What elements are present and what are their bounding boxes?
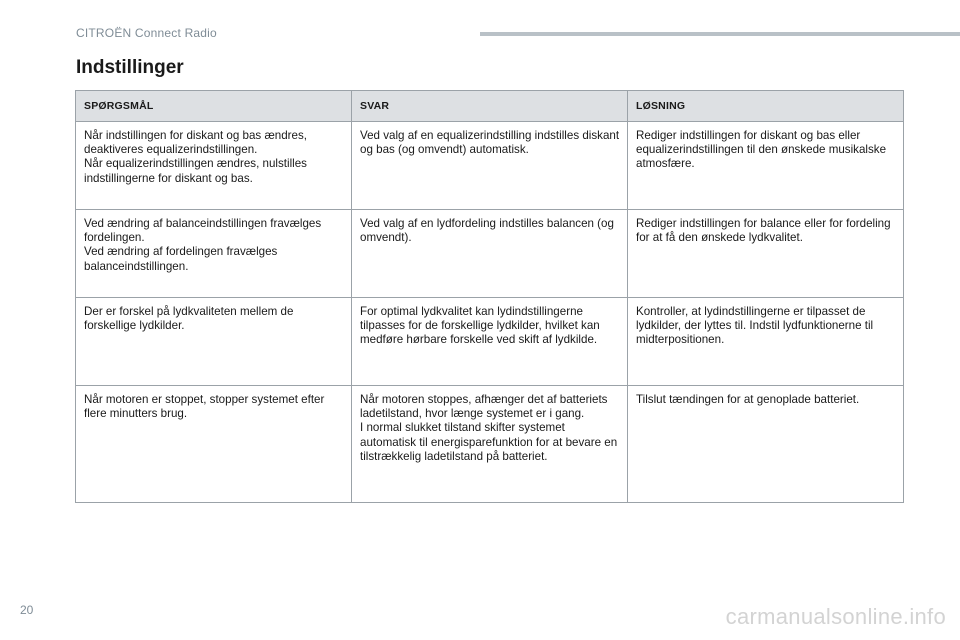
table-row bbox=[76, 122, 904, 210]
column-header-solution: LØSNING bbox=[628, 91, 904, 122]
answer-cell: For optimal lydkvalitet kan lydindstillingerne tilpasses for de forskellige lydkilder, hvilket kan medføre hørbare forskelle ved skift af lydkilde. bbox=[352, 298, 628, 386]
answer-cell: Ved valg af en equalizerindstilling indstilles diskant og bas (og omvendt) automatisk. bbox=[352, 122, 628, 210]
table-header-row bbox=[76, 91, 904, 122]
header-rule bbox=[480, 32, 960, 36]
solution-cell: Kontroller, at lydindstillingerne er tilpasset de lydkilder, der lyttes til. Indstil lydfunktionerne til midterpositionen. bbox=[628, 298, 904, 386]
table-row bbox=[76, 210, 904, 298]
answer-cell: Ved valg af en lydfordeling indstilles balancen (og omvendt). bbox=[352, 210, 628, 298]
table-row bbox=[76, 386, 904, 503]
header-title: CITROËN Connect Radio bbox=[76, 26, 217, 40]
solution-cell: Tilslut tændingen for at genoplade batteriet. bbox=[628, 386, 904, 503]
table-row bbox=[76, 298, 904, 386]
column-header-question: SPØRGSMÅL bbox=[76, 91, 352, 122]
page-number: 20 bbox=[20, 603, 34, 617]
question-cell: Der er forskel på lydkvaliteten mellem de forskellige lydkilder. bbox=[76, 298, 352, 386]
page-heading: Indstillinger bbox=[76, 57, 184, 78]
question-cell: Når indstillingen for diskant og bas ændres, deaktiveres equalizerindstillingen. Når equalizerindstillingen ændres, nulstilles indstillingerne for diskant og bas. bbox=[76, 122, 352, 210]
faq-table bbox=[75, 90, 904, 503]
question-cell: Når motoren er stoppet, stopper systemet efter flere minutters brug. bbox=[76, 386, 352, 503]
column-header-answer: SVAR bbox=[352, 91, 628, 122]
watermark: carmanualsonline.info bbox=[725, 604, 946, 629]
answer-cell: Når motoren stoppes, afhænger det af batteriets ladetilstand, hvor længe systemet er i gang. I normal slukket tilstand skifter systemet automatisk til energisparefunktion for at bevare en tilstrækkelig ladetilstand på batteriet. bbox=[352, 386, 628, 503]
solution-cell: Rediger indstillingen for balance eller for fordeling for at få den ønskede lydkvalitet. bbox=[628, 210, 904, 298]
question-cell: Ved ændring af balanceindstillingen fravælges fordelingen. Ved ændring af fordelingen fravælges balanceindstillingen. bbox=[76, 210, 352, 298]
solution-cell: Rediger indstillingen for diskant og bas eller equalizerindstillingen til den ønskede musikalske atmosfære. bbox=[628, 122, 904, 210]
